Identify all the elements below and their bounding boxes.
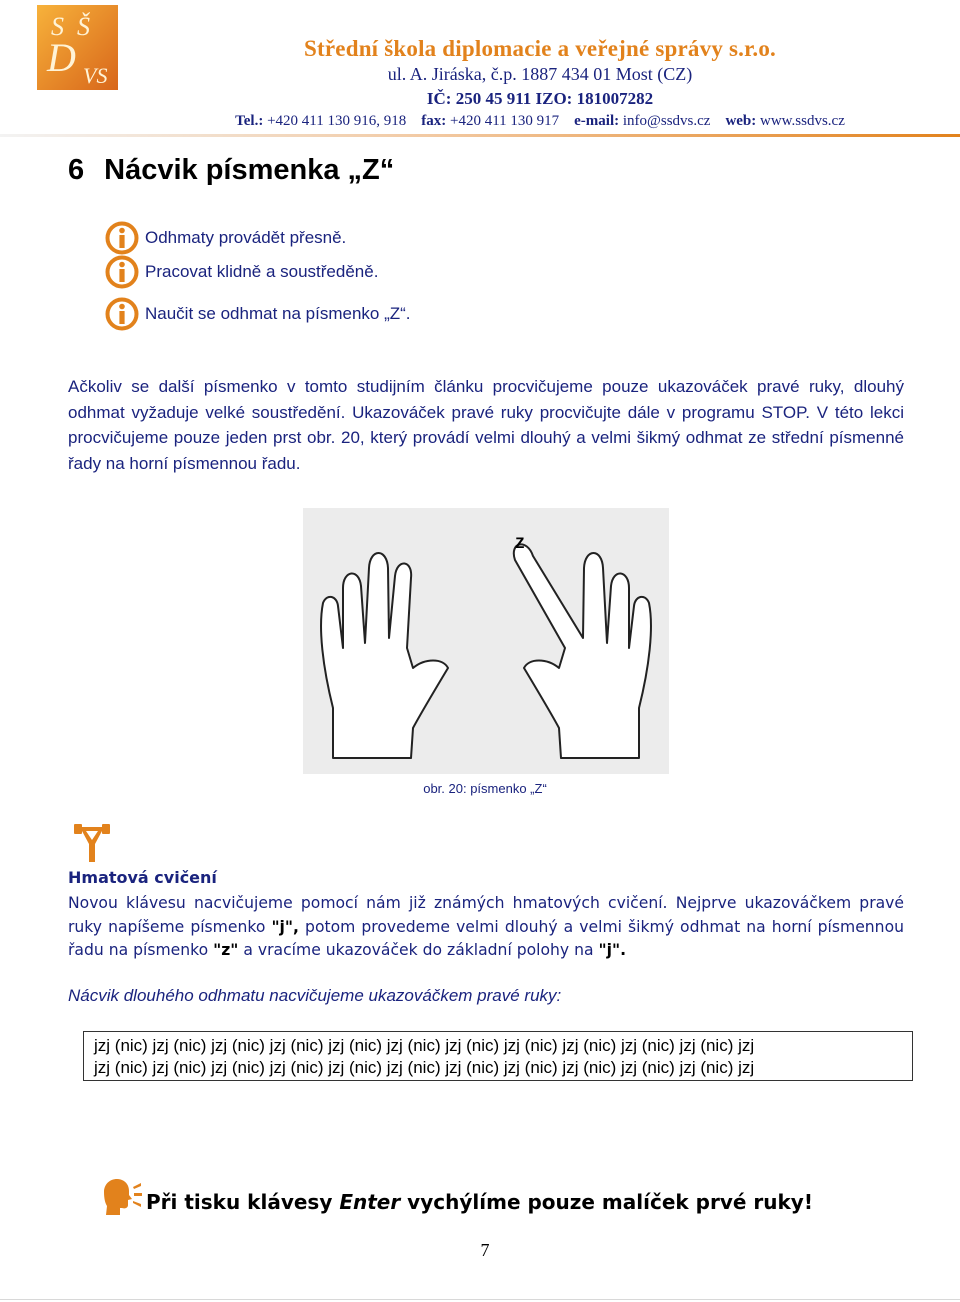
svg-text:Š: Š: [77, 12, 90, 41]
exercise-text-part: Novou klávesu nacvičujeme pomocí nám již známých hmatových cvičení. Nejprve ukazováčkem pravé ruky napíšeme písmenko: [68, 894, 904, 936]
web-label: web:: [725, 113, 757, 129]
info-icon: [105, 221, 139, 255]
contact-line: [120, 113, 960, 130]
exercise-text-part: a vracíme ukazováček do základní polohy na: [238, 941, 599, 959]
chapter-heading: [68, 154, 414, 187]
figure-caption: obr. 20: písmenko „Z“: [423, 781, 547, 796]
svg-text:S: S: [51, 12, 64, 41]
drill-line: jzj (nic) jzj (nic) jzj (nic) jzj (nic) jzj (nic) jzj (nic) jzj (nic) jzj (nic) jzj (nic) jzj (nic) jzj (nic) jzj: [94, 1036, 755, 1055]
exercise-heading: Hmatová cvičení: [68, 868, 217, 887]
info-item: [105, 255, 378, 289]
info-text: Pracovat klidně a soustředěně.: [145, 262, 379, 281]
finger-label-z: Z: [515, 535, 525, 553]
tel-value: +420 411 130 916, 918: [263, 113, 407, 129]
drill-line: jzj (nic) jzj (nic) jzj (nic) jzj (nic) jzj (nic) jzj (nic) jzj (nic) jzj (nic) jzj (nic) jzj (nic) jzj (nic) jzj: [94, 1058, 755, 1077]
info-text: Odhmaty provádět přesně.: [145, 228, 347, 247]
exercise-paragraph: [68, 892, 904, 963]
exercise-key-j-end: "j".: [598, 941, 627, 959]
tip-key-enter: Enter: [339, 1190, 401, 1214]
page-number: 7: [480, 1240, 490, 1260]
exercise-key-z: "z": [213, 941, 239, 959]
dumbbell-icon: [72, 822, 112, 864]
info-icon: [105, 297, 139, 331]
chapter-title: Nácvik písmenka „Z“: [104, 154, 395, 186]
fax-value: +420 411 130 917: [446, 113, 560, 129]
tip-text-part: vychýlíme pouze malíček prvé ruky!: [400, 1190, 813, 1214]
tip-text: [146, 1190, 813, 1214]
exercise-text-part: potom provedeme velmi dlouhý a velmi šikmý odhmat na horní písmennou řadu na písmenko: [68, 917, 904, 959]
svg-text:VS: VS: [83, 63, 108, 88]
web-link[interactable]: www.ssdvs.cz: [756, 113, 845, 129]
email-link[interactable]: info@ssdvs.cz: [619, 113, 711, 129]
tel-label: Tel.:: [235, 113, 264, 129]
school-logo: [37, 5, 118, 90]
speaker-icon: [102, 1178, 142, 1216]
tip-text-part: Při tisku klávesy: [146, 1190, 340, 1214]
svg-text:D: D: [47, 35, 76, 80]
email-label: e-mail:: [574, 113, 620, 129]
info-item: [105, 221, 346, 255]
fax-label: fax:: [421, 113, 447, 129]
intro-paragraph: Ačkoliv se další písmenko v tomto studijním článku procvičujeme pouze ukazováček pravé ruky, dlouhý odhmat vyžaduje velké soustředění. Ukazováček pravé ruky procvičujte dále v programu STOP. V této lekci procvičujeme pouze jeden prst obr. 20, který provádí velmi dlouhý a velmi šikmý odhmat ze střední písmenné řady na horní písmennou řadu.: [68, 377, 904, 473]
drill-box: [83, 1031, 913, 1081]
chapter-number: 6: [68, 154, 85, 186]
info-text: Naučit se odhmat na písmenko „Z“.: [145, 304, 411, 323]
school-name: Střední škola diplomacie a veřejné správy s.r.o.: [304, 36, 776, 61]
info-item: [105, 297, 411, 331]
hands-illustration: [303, 508, 669, 774]
footer-divider: [0, 1299, 960, 1300]
practice-label: Nácvik dlouhého odhmatu nacvičujeme ukazováčkem pravé ruky:: [68, 986, 562, 1005]
header-divider: [0, 134, 960, 137]
school-ids: IČ: 250 45 911 IZO: 181007282: [426, 89, 654, 108]
school-address: ul. A. Jiráska, č.p. 1887 434 01 Most (CZ): [387, 64, 693, 84]
exercise-key-j: "j",: [271, 917, 299, 936]
info-icon: [105, 255, 139, 289]
